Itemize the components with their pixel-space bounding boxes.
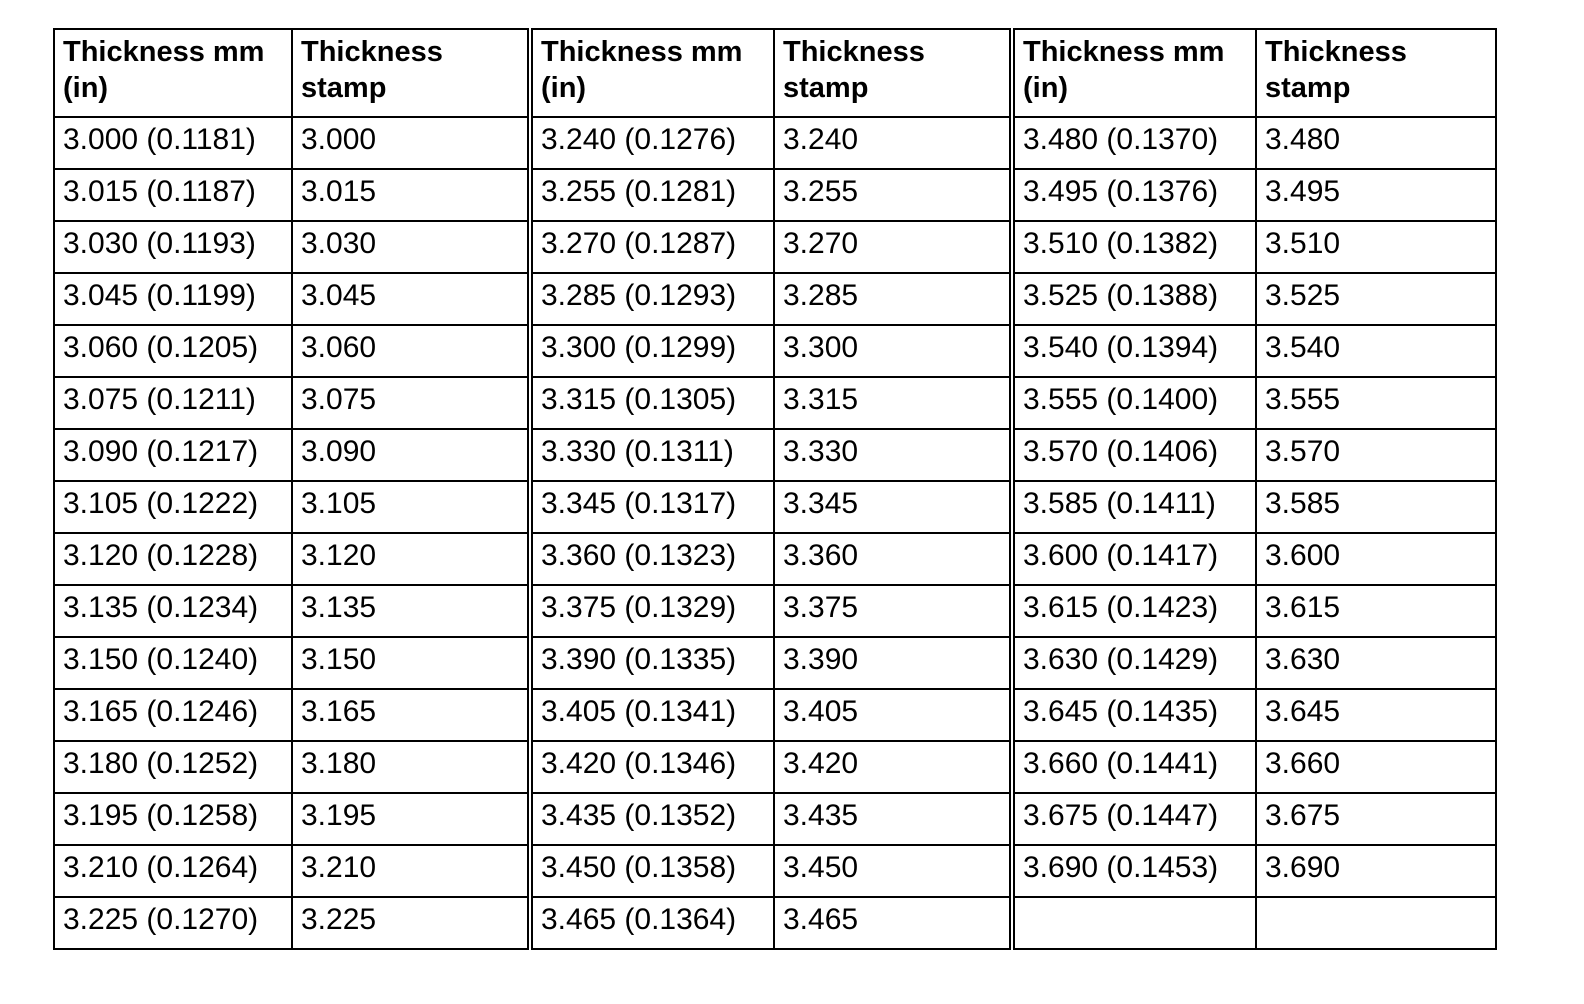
table-row (54, 221, 1496, 273)
table-cell-thickness-mm: 3.165 (0.1246) (54, 689, 292, 741)
table-cell-thickness-mm: 3.270 (0.1287) (530, 221, 774, 273)
table-cell-thickness-stamp: 3.075 (292, 377, 530, 429)
table-row (54, 793, 1496, 845)
table-cell-thickness-mm: 3.180 (0.1252) (54, 741, 292, 793)
table-cell-thickness-mm: 3.120 (0.1228) (54, 533, 292, 585)
table-row (54, 637, 1496, 689)
table-cell-thickness-mm: 3.075 (0.1211) (54, 377, 292, 429)
table-cell-thickness-stamp: 3.165 (292, 689, 530, 741)
table-cell-thickness-mm: 3.585 (0.1411) (1012, 481, 1256, 533)
table-cell-thickness-mm: 3.690 (0.1453) (1012, 845, 1256, 897)
table-cell-thickness-mm: 3.450 (0.1358) (530, 845, 774, 897)
table-cell-thickness-stamp: 3.345 (774, 481, 1012, 533)
table-cell-thickness-stamp: 3.180 (292, 741, 530, 793)
table-cell-thickness-mm: 3.255 (0.1281) (530, 169, 774, 221)
table-cell-thickness-stamp: 3.570 (1256, 429, 1496, 481)
table-cell-thickness-mm: 3.360 (0.1323) (530, 533, 774, 585)
table-cell-thickness-mm: 3.150 (0.1240) (54, 637, 292, 689)
table-cell-thickness-stamp: 3.660 (1256, 741, 1496, 793)
table-cell-thickness-mm: 3.060 (0.1205) (54, 325, 292, 377)
table-header-row (54, 29, 1496, 117)
table-cell-thickness-mm: 3.405 (0.1341) (530, 689, 774, 741)
table-cell-thickness-mm: 3.435 (0.1352) (530, 793, 774, 845)
table-cell-thickness-mm (1012, 897, 1256, 949)
table-cell-thickness-stamp: 3.390 (774, 637, 1012, 689)
table-cell-thickness-stamp: 3.360 (774, 533, 1012, 585)
table-cell-thickness-mm: 3.300 (0.1299) (530, 325, 774, 377)
thickness-table (53, 28, 1497, 950)
table-cell-thickness-stamp: 3.465 (774, 897, 1012, 949)
table-cell-thickness-stamp: 3.480 (1256, 117, 1496, 169)
table-cell-thickness-stamp (1256, 897, 1496, 949)
table-cell-thickness-mm: 3.045 (0.1199) (54, 273, 292, 325)
column-header-thickness-mm: Thickness mm (in) (54, 29, 292, 117)
table-row (54, 897, 1496, 949)
table-cell-thickness-stamp: 3.285 (774, 273, 1012, 325)
table-cell-thickness-stamp: 3.375 (774, 585, 1012, 637)
table-cell-thickness-mm: 3.525 (0.1388) (1012, 273, 1256, 325)
table-cell-thickness-stamp: 3.330 (774, 429, 1012, 481)
table-cell-thickness-stamp: 3.510 (1256, 221, 1496, 273)
table-row (54, 273, 1496, 325)
table-cell-thickness-stamp: 3.045 (292, 273, 530, 325)
table-cell-thickness-mm: 3.225 (0.1270) (54, 897, 292, 949)
table-cell-thickness-mm: 3.480 (0.1370) (1012, 117, 1256, 169)
table-cell-thickness-stamp: 3.255 (774, 169, 1012, 221)
table-cell-thickness-stamp: 3.675 (1256, 793, 1496, 845)
table-cell-thickness-mm: 3.600 (0.1417) (1012, 533, 1256, 585)
table-cell-thickness-stamp: 3.555 (1256, 377, 1496, 429)
column-header-thickness-stamp: Thickness stamp (774, 29, 1012, 117)
table-cell-thickness-stamp: 3.615 (1256, 585, 1496, 637)
table-cell-thickness-stamp: 3.150 (292, 637, 530, 689)
table-cell-thickness-mm: 3.645 (0.1435) (1012, 689, 1256, 741)
table-cell-thickness-stamp: 3.195 (292, 793, 530, 845)
table-cell-thickness-mm: 3.345 (0.1317) (530, 481, 774, 533)
table-cell-thickness-mm: 3.090 (0.1217) (54, 429, 292, 481)
table-cell-thickness-mm: 3.615 (0.1423) (1012, 585, 1256, 637)
table-row (54, 845, 1496, 897)
table-cell-thickness-stamp: 3.120 (292, 533, 530, 585)
table-cell-thickness-stamp: 3.495 (1256, 169, 1496, 221)
table-cell-thickness-stamp: 3.435 (774, 793, 1012, 845)
table-cell-thickness-stamp: 3.000 (292, 117, 530, 169)
table-row (54, 117, 1496, 169)
table-cell-thickness-mm: 3.510 (0.1382) (1012, 221, 1256, 273)
table-cell-thickness-mm: 3.210 (0.1264) (54, 845, 292, 897)
table-row (54, 481, 1496, 533)
table-cell-thickness-stamp: 3.525 (1256, 273, 1496, 325)
table-cell-thickness-mm: 3.135 (0.1234) (54, 585, 292, 637)
table-cell-thickness-stamp: 3.030 (292, 221, 530, 273)
table-cell-thickness-stamp: 3.450 (774, 845, 1012, 897)
table-row (54, 741, 1496, 793)
table-cell-thickness-stamp: 3.315 (774, 377, 1012, 429)
table-cell-thickness-mm: 3.015 (0.1187) (54, 169, 292, 221)
thickness-table-body (54, 29, 1496, 949)
table-cell-thickness-mm: 3.495 (0.1376) (1012, 169, 1256, 221)
table-cell-thickness-mm: 3.315 (0.1305) (530, 377, 774, 429)
table-cell-thickness-mm: 3.570 (0.1406) (1012, 429, 1256, 481)
table-cell-thickness-stamp: 3.060 (292, 325, 530, 377)
table-cell-thickness-stamp: 3.015 (292, 169, 530, 221)
column-header-thickness-stamp: Thickness stamp (292, 29, 530, 117)
column-header-thickness-mm: Thickness mm (in) (530, 29, 774, 117)
table-row (54, 533, 1496, 585)
table-cell-thickness-stamp: 3.645 (1256, 689, 1496, 741)
table-cell-thickness-stamp: 3.420 (774, 741, 1012, 793)
table-cell-thickness-stamp: 3.225 (292, 897, 530, 949)
table-cell-thickness-mm: 3.240 (0.1276) (530, 117, 774, 169)
table-row (54, 429, 1496, 481)
table-cell-thickness-stamp: 3.240 (774, 117, 1012, 169)
table-row (54, 325, 1496, 377)
table-cell-thickness-stamp: 3.630 (1256, 637, 1496, 689)
table-cell-thickness-mm: 3.390 (0.1335) (530, 637, 774, 689)
table-cell-thickness-mm: 3.105 (0.1222) (54, 481, 292, 533)
table-cell-thickness-stamp: 3.585 (1256, 481, 1496, 533)
table-cell-thickness-stamp: 3.600 (1256, 533, 1496, 585)
table-cell-thickness-mm: 3.675 (0.1447) (1012, 793, 1256, 845)
column-header-thickness-stamp: Thickness stamp (1256, 29, 1496, 117)
table-cell-thickness-stamp: 3.405 (774, 689, 1012, 741)
table-cell-thickness-mm: 3.420 (0.1346) (530, 741, 774, 793)
table-cell-thickness-stamp: 3.090 (292, 429, 530, 481)
table-cell-thickness-mm: 3.330 (0.1311) (530, 429, 774, 481)
table-cell-thickness-mm: 3.540 (0.1394) (1012, 325, 1256, 377)
table-cell-thickness-mm: 3.000 (0.1181) (54, 117, 292, 169)
table-cell-thickness-stamp: 3.135 (292, 585, 530, 637)
table-cell-thickness-mm: 3.375 (0.1329) (530, 585, 774, 637)
table-cell-thickness-mm: 3.555 (0.1400) (1012, 377, 1256, 429)
table-cell-thickness-stamp: 3.690 (1256, 845, 1496, 897)
table-cell-thickness-stamp: 3.270 (774, 221, 1012, 273)
table-cell-thickness-stamp: 3.105 (292, 481, 530, 533)
table-cell-thickness-mm: 3.195 (0.1258) (54, 793, 292, 845)
table-row (54, 585, 1496, 637)
table-cell-thickness-mm: 3.630 (0.1429) (1012, 637, 1256, 689)
table-row (54, 377, 1496, 429)
column-header-thickness-mm: Thickness mm (in) (1012, 29, 1256, 117)
table-cell-thickness-stamp: 3.210 (292, 845, 530, 897)
table-cell-thickness-mm: 3.030 (0.1193) (54, 221, 292, 273)
table-cell-thickness-stamp: 3.300 (774, 325, 1012, 377)
table-cell-thickness-stamp: 3.540 (1256, 325, 1496, 377)
table-cell-thickness-mm: 3.465 (0.1364) (530, 897, 774, 949)
table-cell-thickness-mm: 3.660 (0.1441) (1012, 741, 1256, 793)
table-cell-thickness-mm: 3.285 (0.1293) (530, 273, 774, 325)
table-row (54, 169, 1496, 221)
table-row (54, 689, 1496, 741)
